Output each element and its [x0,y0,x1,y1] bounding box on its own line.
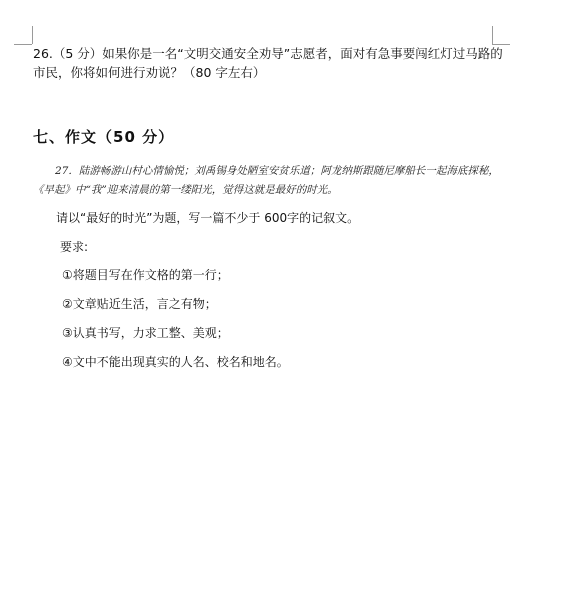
requirement-item: ②文章贴近生活，言之有物； [62,297,217,311]
crop-mark-top-left [14,44,32,45]
crop-mark-top-left [32,26,33,44]
requirements-label: 要求: [60,240,89,254]
crop-mark-top-right [492,26,493,44]
section-title: 七、作文（50 分） [33,128,175,146]
question-27-text: 27．陆游畅游山村心情愉悦；刘禹锡身处陋室安贫乐道；阿龙纳斯跟随尼摩船长一起海底探秘，《早起》中“我”迎来清晨的第一缕阳光，觉得这就是最好的时光。 [33,165,499,196]
requirement-item: ④文中不能出现真实的人名、校名和地名。 [62,355,289,369]
essay-instruction: 请以“最好的时光”为题，写一篇不少于 600字的记叙文。 [56,211,360,225]
question-26-text: 26.（5 分）如果你是一名“文明交通安全劝导”志愿者，面对有急事要闯红灯过马路的市民，你将如何进行劝说？（80 字左右） [33,46,503,80]
requirement-item: ③认真书写，力求工整、美观； [62,326,229,340]
requirement-item: ①将题目写在作文格的第一行； [62,268,229,282]
